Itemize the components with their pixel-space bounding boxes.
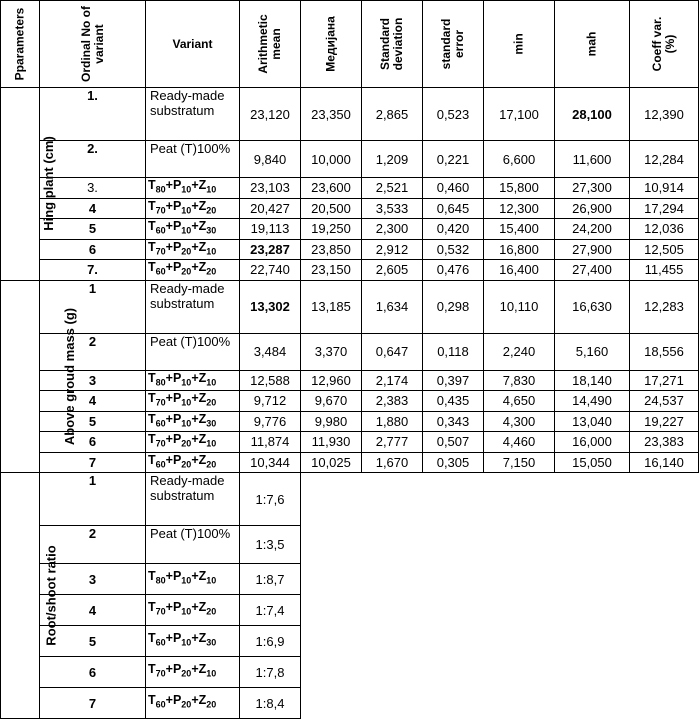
se-cell: 0,397 <box>423 370 484 391</box>
variant-cell: $T_{80}+P_{10}+Z_{10}$ <box>146 178 240 199</box>
se-cell: 0,343 <box>423 411 484 432</box>
header-arithmetic-mean: Arithmetic mean <box>240 1 301 88</box>
median-cell: 9,980 <box>301 411 362 432</box>
mean-cell: 23,120 <box>240 88 301 141</box>
min-cell: 2,240 <box>484 333 555 370</box>
ordinal-cell: 7 <box>40 452 146 473</box>
min-cell: 17,100 <box>484 88 555 141</box>
variant-cell: Ready-made substratum <box>146 88 240 141</box>
cv-cell: 17,294 <box>630 198 699 219</box>
ordinal-cell: 2 <box>40 526 146 564</box>
median-cell: 3,370 <box>301 333 362 370</box>
max-cell: 26,900 <box>555 198 630 219</box>
cv-cell: 12,036 <box>630 219 699 240</box>
header-median: Медијана <box>301 1 362 88</box>
median-cell: 10,000 <box>301 141 362 178</box>
cv-cell: 17,271 <box>630 370 699 391</box>
ordinal-cell: 6 <box>40 432 146 453</box>
mean-cell: 23,287 <box>240 239 301 260</box>
cv-cell: 12,505 <box>630 239 699 260</box>
mean-cell: 9,776 <box>240 411 301 432</box>
min-cell: 6,600 <box>484 141 555 178</box>
mean-cell: 9,712 <box>240 391 301 412</box>
median-cell: 23,600 <box>301 178 362 199</box>
se-cell: 0,460 <box>423 178 484 199</box>
median-cell: 20,500 <box>301 198 362 219</box>
mean-cell: 10,344 <box>240 452 301 473</box>
min-cell: 15,400 <box>484 219 555 240</box>
ordinal-cell: 5 <box>40 219 146 240</box>
cv-cell: 16,140 <box>630 452 699 473</box>
variant-cell: $T_{80}+P_{10}+Z_{10}$ <box>146 564 240 595</box>
variant-cell: Ready-made substratum <box>146 280 240 333</box>
variant-cell: $T_{60}+P_{20}+Z_{20}$ <box>146 260 240 281</box>
sd-cell: 2,605 <box>362 260 423 281</box>
min-cell: 10,110 <box>484 280 555 333</box>
min-cell: 4,300 <box>484 411 555 432</box>
min-cell: 15,800 <box>484 178 555 199</box>
ordinal-cell: 1 <box>40 473 146 526</box>
ordinal-cell: 7 <box>40 688 146 719</box>
header-std-dev: Standard deviation <box>362 1 423 88</box>
max-cell: 24,200 <box>555 219 630 240</box>
max-cell: 5,160 <box>555 333 630 370</box>
header-min: min <box>484 1 555 88</box>
sd-cell: 2,912 <box>362 239 423 260</box>
min-cell: 16,400 <box>484 260 555 281</box>
sd-cell: 1,634 <box>362 280 423 333</box>
group-height-label: Hing plant (cm) <box>1 88 40 281</box>
variant-cell: $T_{60}+P_{10}+Z_{30}$ <box>146 219 240 240</box>
ratio-cell: 1:3,5 <box>240 526 301 564</box>
ordinal-cell: 6 <box>40 239 146 260</box>
cv-cell: 18,556 <box>630 333 699 370</box>
table-row <box>1 432 699 453</box>
ratio-cell: 1:8,7 <box>240 564 301 595</box>
max-cell: 16,000 <box>555 432 630 453</box>
min-cell: 12,300 <box>484 198 555 219</box>
mean-cell: 11,874 <box>240 432 301 453</box>
median-cell: 23,850 <box>301 239 362 260</box>
sd-cell: 1,880 <box>362 411 423 432</box>
sd-cell: 2,865 <box>362 88 423 141</box>
mean-cell: 20,427 <box>240 198 301 219</box>
sd-cell: 2,174 <box>362 370 423 391</box>
se-cell: 0,476 <box>423 260 484 281</box>
ordinal-cell: 6 <box>40 657 146 688</box>
group-ratio-label: Root/shoot ratio <box>1 473 40 719</box>
se-cell: 0,298 <box>423 280 484 333</box>
group-mass-label: Above groud mass (g) <box>1 280 40 473</box>
table-row <box>1 178 699 199</box>
mean-cell: 3,484 <box>240 333 301 370</box>
min-cell: 7,150 <box>484 452 555 473</box>
empty-area <box>301 473 699 719</box>
se-cell: 0,420 <box>423 219 484 240</box>
ordinal-cell: 4 <box>40 595 146 626</box>
table-row <box>1 280 699 333</box>
header-row <box>1 1 699 88</box>
ratio-cell: 1:7,6 <box>240 473 301 526</box>
variant-cell: $T_{60}+P_{20}+Z_{20}$ <box>146 688 240 719</box>
header-max: mah <box>555 1 630 88</box>
se-cell: 0,221 <box>423 141 484 178</box>
mean-cell: 23,103 <box>240 178 301 199</box>
sd-cell: 2,777 <box>362 432 423 453</box>
median-cell: 10,025 <box>301 452 362 473</box>
max-cell: 28,100 <box>555 88 630 141</box>
table-row <box>1 391 699 412</box>
cv-cell: 12,390 <box>630 88 699 141</box>
header-variant: Variant <box>146 1 240 88</box>
max-cell: 16,630 <box>555 280 630 333</box>
table-row <box>1 411 699 432</box>
table-row <box>1 260 699 281</box>
ordinal-cell: 1. <box>40 88 146 141</box>
sd-cell: 3,533 <box>362 198 423 219</box>
table-row <box>1 473 699 526</box>
variant-cell: $T_{70}+P_{20}+Z_{10}$ <box>146 657 240 688</box>
table-row <box>1 88 699 141</box>
mean-cell: 12,588 <box>240 370 301 391</box>
ordinal-cell: 5 <box>40 411 146 432</box>
cv-cell: 23,383 <box>630 432 699 453</box>
median-cell: 23,150 <box>301 260 362 281</box>
mean-cell: 9,840 <box>240 141 301 178</box>
median-cell: 19,250 <box>301 219 362 240</box>
max-cell: 27,900 <box>555 239 630 260</box>
min-cell: 4,460 <box>484 432 555 453</box>
se-cell: 0,305 <box>423 452 484 473</box>
ratio-cell: 1:7,8 <box>240 657 301 688</box>
variant-cell: Ready-made substratum <box>146 473 240 526</box>
cv-cell: 10,914 <box>630 178 699 199</box>
table-row <box>1 219 699 240</box>
table-row <box>1 141 699 178</box>
median-cell: 11,930 <box>301 432 362 453</box>
variant-cell: $T_{60}+P_{20}+Z_{20}$ <box>146 452 240 473</box>
mean-cell: 13,302 <box>240 280 301 333</box>
variant-cell: Peat (T)100% <box>146 526 240 564</box>
ordinal-cell: 3 <box>40 564 146 595</box>
median-cell: 12,960 <box>301 370 362 391</box>
median-cell: 23,350 <box>301 88 362 141</box>
ordinal-cell: 4 <box>40 198 146 219</box>
sd-cell: 2,521 <box>362 178 423 199</box>
ordinal-cell: 1 <box>40 280 146 333</box>
ordinal-cell: 7. <box>40 260 146 281</box>
table-row <box>1 370 699 391</box>
cv-cell: 24,537 <box>630 391 699 412</box>
se-cell: 0,523 <box>423 88 484 141</box>
table-row <box>1 333 699 370</box>
cv-cell: 19,227 <box>630 411 699 432</box>
sd-cell: 1,209 <box>362 141 423 178</box>
variant-cell: Peat (T)100% <box>146 333 240 370</box>
variant-cell: $T_{70}+P_{10}+Z_{20}$ <box>146 391 240 412</box>
se-cell: 0,532 <box>423 239 484 260</box>
max-cell: 27,400 <box>555 260 630 281</box>
ratio-cell: 1:8,4 <box>240 688 301 719</box>
sd-cell: 1,670 <box>362 452 423 473</box>
median-cell: 13,185 <box>301 280 362 333</box>
variant-cell: $T_{80}+P_{10}+Z_{10}$ <box>146 370 240 391</box>
variant-cell: $T_{60}+P_{10}+Z_{30}$ <box>146 626 240 657</box>
min-cell: 7,830 <box>484 370 555 391</box>
max-cell: 14,490 <box>555 391 630 412</box>
max-cell: 13,040 <box>555 411 630 432</box>
cv-cell: 12,284 <box>630 141 699 178</box>
table-row <box>1 198 699 219</box>
variant-cell: $T_{70}+P_{20}+Z_{10}$ <box>146 432 240 453</box>
mean-cell: 19,113 <box>240 219 301 240</box>
header-parameters: Pparameters <box>1 1 40 88</box>
header-ordinal: Ordinal No of variant <box>40 1 146 88</box>
mean-cell: 22,740 <box>240 260 301 281</box>
ordinal-cell: 2. <box>40 141 146 178</box>
cv-cell: 12,283 <box>630 280 699 333</box>
variant-cell: $T_{70}+P_{20}+Z_{10}$ <box>146 239 240 260</box>
se-cell: 0,435 <box>423 391 484 412</box>
ratio-cell: 1:6,9 <box>240 626 301 657</box>
cv-cell: 11,455 <box>630 260 699 281</box>
se-cell: 0,645 <box>423 198 484 219</box>
max-cell: 27,300 <box>555 178 630 199</box>
max-cell: 18,140 <box>555 370 630 391</box>
table-row <box>1 239 699 260</box>
header-coeff-var: Coeff var. (%) <box>630 1 699 88</box>
sd-cell: 2,383 <box>362 391 423 412</box>
sd-cell: 2,300 <box>362 219 423 240</box>
variant-cell: $T_{60}+P_{10}+Z_{30}$ <box>146 411 240 432</box>
median-cell: 9,670 <box>301 391 362 412</box>
max-cell: 11,600 <box>555 141 630 178</box>
sd-cell: 0,647 <box>362 333 423 370</box>
header-std-err: standard error <box>423 1 484 88</box>
variant-cell: $T_{70}+P_{10}+Z_{20}$ <box>146 595 240 626</box>
ordinal-cell: 3 <box>40 370 146 391</box>
ratio-cell: 1:7,4 <box>240 595 301 626</box>
ordinal-cell: 4 <box>40 391 146 412</box>
se-cell: 0,507 <box>423 432 484 453</box>
ordinal-cell: 3. <box>40 178 146 199</box>
table-row <box>1 452 699 473</box>
min-cell: 16,800 <box>484 239 555 260</box>
ordinal-cell: 2 <box>40 333 146 370</box>
variant-cell: $T_{70}+P_{10}+Z_{20}$ <box>146 198 240 219</box>
ordinal-cell: 5 <box>40 626 146 657</box>
min-cell: 4,650 <box>484 391 555 412</box>
max-cell: 15,050 <box>555 452 630 473</box>
variant-cell: Peat (T)100% <box>146 141 240 178</box>
se-cell: 0,118 <box>423 333 484 370</box>
